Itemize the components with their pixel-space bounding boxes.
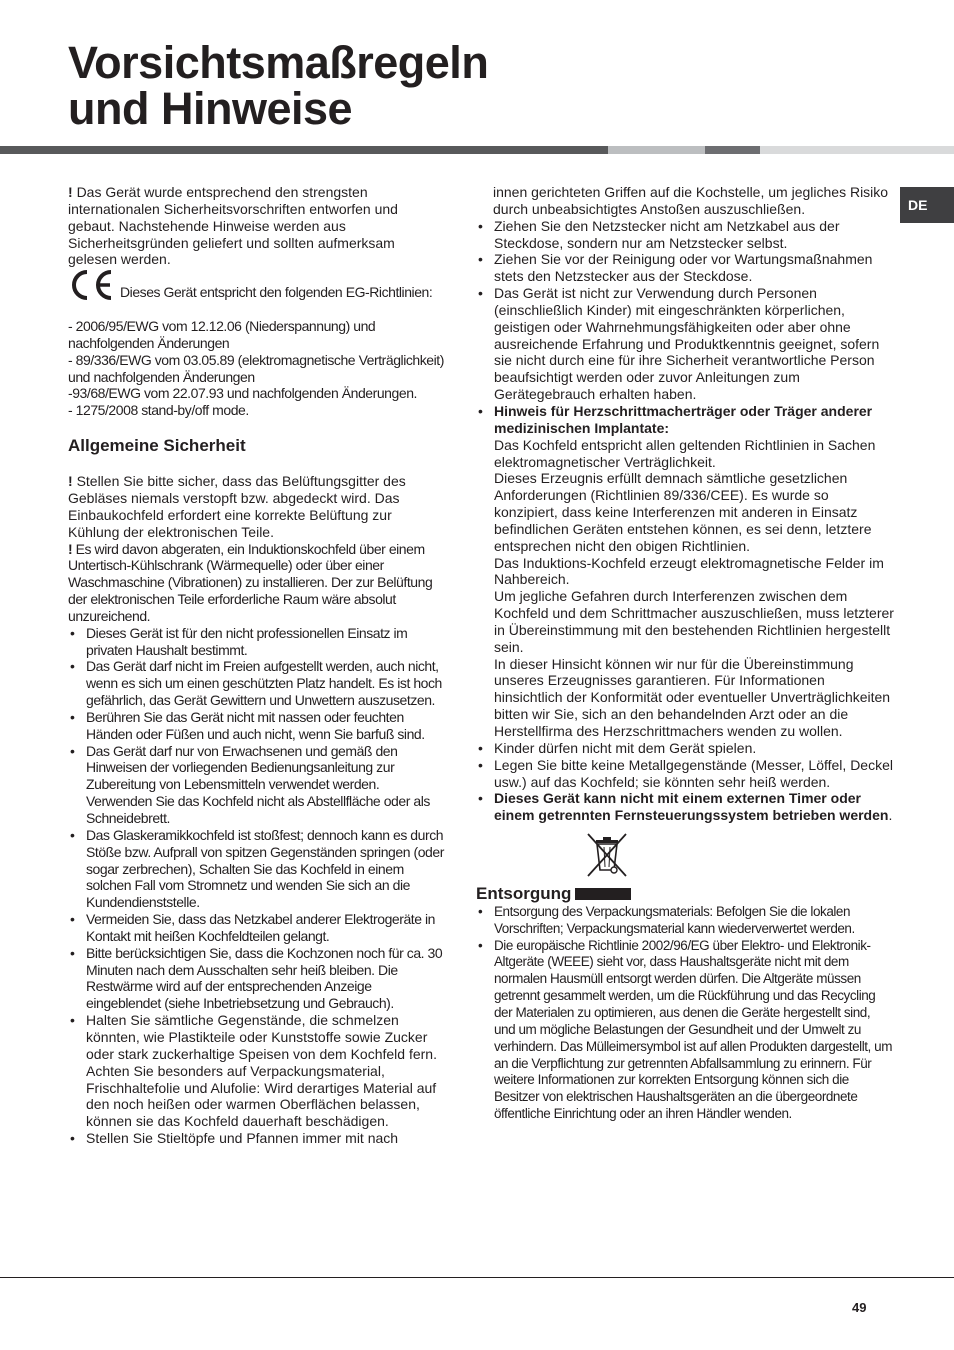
- list-item: • Kinder dürfen nicht mit dem Gerät spielen.: [476, 740, 894, 757]
- ventilation-warning-text: Stellen Sie bitte sicher, dass das Belüftungsgitter des Gebläses niemals verstopft bzw. abgedeckt wird. Das Einbaukochfeld erfordert eine korrekte Belüftung zur Kühlung der elektronischen Teile.: [68, 473, 406, 540]
- ce-text: Dieses Gerät entspricht den folgenden EG-Richtlinien:: [120, 284, 433, 301]
- installation-warning: [68, 541, 444, 625]
- left-column: [68, 184, 444, 1147]
- timer-note-end: .: [888, 807, 893, 824]
- ce-mark-icon: [68, 269, 114, 301]
- header-rule-pale: [760, 146, 954, 154]
- section-title-allgemeine-sicherheit: Allgemeine Sicherheit: [68, 436, 246, 456]
- list-item pacemaker-note: [476, 403, 894, 740]
- warning-exclamation: !: [68, 473, 73, 490]
- pacemaker-paragraph: Dieses Erzeugnis erfüllt demnach sämtliche gesetzlichen Anforderungen (Richtlinien 89/336/CEE). Es wurde so konzipiert, dass keine Interferenzen mit anderen in Einsatz befindlichen Geräten entstehen können, es sei denn, letztere entsprechen nicht den obigen Richtlinien.: [494, 470, 872, 554]
- disposal-bar: [575, 888, 631, 900]
- list-item: • Das Gerät darf nicht im Freien aufgestellt werden, auch nicht, wenn es sich um einen geschützten Platz handelt. Es ist hoch gefährlich, das Gerät Gewittern und Unwettern auszusetzen.: [68, 658, 444, 709]
- directive-list: [68, 318, 444, 419]
- warning-exclamation: !: [68, 540, 73, 557]
- ventilation-warning: [68, 473, 444, 540]
- list-item: • Legen Sie bitte keine Metallgegenstände (Messer, Löffel, Deckel usw.) auf das Kochfeld; sie könnten sehr heiß werden.: [476, 757, 894, 791]
- timer-note-bold: Dieses Gerät kann nicht mit einem externen Timer oder einem getrennten Fernsteuerungssystem betrieben werden: [494, 790, 889, 824]
- safety-list: [68, 625, 444, 1012]
- disposal-title: Entsorgung: [476, 883, 572, 903]
- list-item: • Das Gerät darf nur von Erwachsenen und gemäß den Hinweisen der vorliegenden Bedienungsanleitung zur Zubereitung von Lebensmitteln verwendet werden. Verwenden Sie das Kochfeld nicht als Abstellfläche oder als Schneidebrett.: [68, 743, 444, 827]
- page-title: [68, 37, 489, 134]
- directive-item: -93/68/EWG vom 22.07.93 und nachfolgenden Änderungen.: [68, 385, 417, 402]
- intro-text: Das Gerät wurde entsprechend den strengsten internationalen Sicherheitsvorschriften entworfen und gebaut. Nachstehende Hinweise werden aus Sicherheitsgründen geliefert und sollten aufmerksam gelesen werden.: [68, 184, 398, 268]
- header-rule-light: [608, 146, 705, 154]
- continuation-text: innen gerichteten Griffen auf die Kochstelle, um jegliches Risiko durch unbeabsichtigtes Anstoßen auszuschließen.: [493, 184, 889, 217]
- list-item: • Das Glaskeramikkochfeld ist stoßfest; dennoch kann es durch Stöße bzw. Aufprall von spitzen Gegenständen springen (oder sogar zerbrechen), Schalten Sie das Kochfeld in einem solchen Fall vom Stromnetz und wenden Sie sich an die Kundendienststelle.: [68, 827, 444, 911]
- page-title-line-2: und Hinweise: [68, 83, 353, 134]
- list-item: • Entsorgung des Verpackungsmaterials: Befolgen Sie die lokalen Vorschriften; Verpackungsmaterial kann wiederverwertet werden.: [476, 904, 894, 938]
- list-item timer-note: [476, 790, 894, 824]
- intro-paragraph: [68, 184, 444, 268]
- right-column: [476, 184, 894, 1123]
- list-item: • Stellen Sie Stieltöpfe und Pfannen immer mit nach: [68, 1130, 444, 1147]
- list-item: • Dieses Gerät ist für den nicht professionellen Einsatz im privaten Haushalt bestimmt.: [68, 625, 444, 659]
- pacemaker-paragraph: Um jegliche Gefahren durch Interferenzen zwischen dem Kochfeld und dem Schrittmacher auszuschließen, muss letzterer in Übereinstimmung mit den bestehenden Richtlinien hergestellt sein.: [494, 588, 894, 655]
- page-title-line-1: Vorsichtsmaßregeln: [68, 37, 489, 88]
- warning-exclamation: !: [68, 184, 73, 200]
- pacemaker-paragraph: In dieser Hinsicht können wir nur für die Übereinstimmung unseres Erzeugnisses garantieren. Für Informationen hinsichtlich der Konformität oder eventueller Unverträglichkeiten bitten wir Sie, sich an den behandelnden Arzt oder an die Herstellfirma des Herzschrittmachers wenden zu wollen.: [494, 655, 891, 739]
- list-item: • Berühren Sie das Gerät nicht mit nassen oder feuchten Händen oder Füßen und auch nicht, wenn Sie barfuß sind.: [68, 709, 444, 743]
- directive-item: - 1275/2008 stand-by/off mode.: [68, 402, 249, 419]
- safety-list-right: [476, 218, 894, 824]
- disposal-list: [476, 904, 894, 1123]
- header-rule-mid: [705, 146, 760, 154]
- list-item: • Die europäische Richtlinie 2002/96/EG über Elektro- und Elektronik-Altgeräte (WEEE) sieht vor, dass Haushaltsgeräte nicht mit dem normalen Hausmüll entsorgt werden dürfen. Die Altgeräte müssen getrennt gesammelt werden, um die Rückführung und das Recycling der Materialen zu optimieren, aus denen die Geräte hergestellt sind, und um mögliche Belastungen der Gesundheit und der Umwelt zu verhindern. Das Mülleimersymbol ist auf allen Produkten dargestellt, um an die Verpflichtung zur getrennten Abfallsammlung zu erinnern. Für weitere Informationen zur korrekten Entsorgung können sich die Besitzer von elektrischen Haushaltsgeräten an die übergeordnete öffentliche Einrichtung oder an ihren Händler wenden.: [476, 938, 894, 1123]
- language-tab: DE: [900, 187, 954, 223]
- footer-rule: [0, 1277, 954, 1278]
- installation-warning-text: Es wird davon abgeraten, ein Induktionskochfeld über einem Untertisch-Kühlschrank (Wärmequelle) oder über einer Waschmaschine (Vibrationen) zu installieren. Der zur Belüftung der elektronischen Teile erforderliche Raum wäre absolut unzureichend.: [68, 540, 433, 624]
- list-item: • Vermeiden Sie, dass das Netzkabel anderer Elektrogeräte in Kontakt mit heißen Kochfeldteilen gelangt.: [68, 911, 444, 945]
- safety-list-continued: [68, 1012, 444, 1147]
- crossed-bin-icon: [582, 828, 632, 880]
- list-item: • Halten Sie sämtliche Gegenstände, die schmelzen könnten, wie Plastikteile oder Kunststoffe sowie Zucker oder stark zuckerhaltige Speisen von dem Kochfeld fern. Achten Sie besonders auf Verpackungsmaterial, Frischhaltefolie und Alufolie: Wird derartiges Material auf den noch heißen oder warmen Oberflächen belassen, können sie das Kochfeld dauerhaft beschädigen.: [68, 1012, 444, 1130]
- pacemaker-paragraph: Das Kochfeld entspricht allen geltenden Richtlinien in Sachen elektromagnetischer Verträglichkeit.: [494, 436, 876, 470]
- pacemaker-paragraph: Das Induktions-Kochfeld erzeugt elektromagnetische Felder im Nahbereich.: [494, 554, 884, 588]
- page-number: 49: [852, 1300, 867, 1315]
- disposal-heading: [476, 884, 894, 904]
- pacemaker-title: Hinweis für Herzschrittmacherträger oder Träger anderer medizinischen Implantate:: [494, 402, 873, 436]
- list-item: • Ziehen Sie vor der Reinigung oder vor Wartungsmaßnahmen stets den Netzstecker aus der Steckdose.: [476, 251, 894, 285]
- list-item: • Ziehen Sie den Netzstecker nicht am Netzkabel aus der Steckdose, sondern nur am Netzstecker selbst.: [476, 218, 894, 252]
- directive-item: - 2006/95/EWG vom 12.12.06 (Niederspannung) und nachfolgenden Änderungen: [68, 318, 376, 351]
- header-rule-dark: [0, 146, 608, 154]
- list-item: • Das Gerät ist nicht zur Verwendung durch Personen (einschließlich Kinder) mit eingeschränkten körperlichen, geistigen oder Wahrnehmungsfähigkeiten oder aber ohne ausreichende Erfahrung und Produktkenntnis geeignet, sofern sie nicht durch eine für ihre Sicherheit verantwortliche Person beaufsichtigt werden oder zuvor Anleitungen zum Gerätegebrauch erhalten haben.: [476, 285, 894, 403]
- directive-item: - 89/336/EWG vom 03.05.89 (elektromagnetische Verträglichkeit) und nachfolgenden Änderungen: [68, 351, 444, 385]
- list-item: • Bitte berücksichtigen Sie, dass die Kochzonen noch für ca. 30 Minuten nach dem Ausschalten sehr heiß bleiben. Die Restwärme wird auf der entsprechenden Anzeige eingeblendet (siehe Inbetriebsetzung und Gebrauch).: [68, 945, 444, 1012]
